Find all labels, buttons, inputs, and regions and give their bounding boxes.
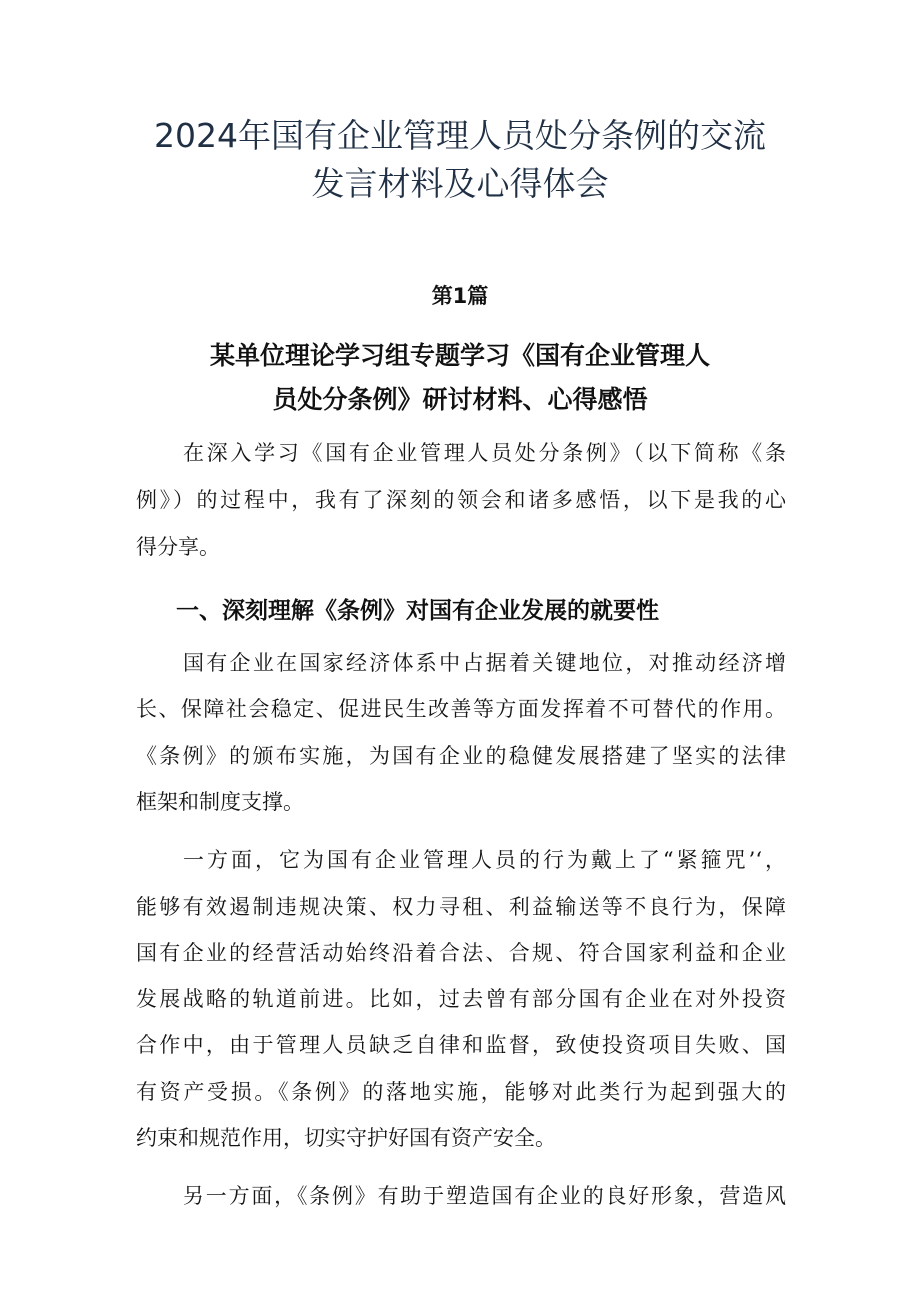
document-title-line-1: 2024年国有企业管理人员处分条例的交流 <box>154 116 766 155</box>
para2-line: 发展战略的轨道前进。比如，过去曾有部分国有企业在对外投资 <box>136 987 786 1011</box>
section-number: 第1篇 <box>431 284 489 308</box>
intro-line: 得分享。 <box>136 535 220 559</box>
para1-line: 框架和制度支撑。 <box>136 790 304 814</box>
document-title-line-2: 发言材料及心得体会 <box>311 164 609 203</box>
subtitle-line-2: 员处分条例》研讨材料、心得感悟 <box>272 385 648 414</box>
subtitle-line-1: 某单位理论学习组专题学习《国有企业管理人 <box>209 341 710 370</box>
para2-line: 约束和规范作用，切实守护好国有资产安全。 <box>136 1126 556 1150</box>
para2-line: 合作中，由于管理人员缺乏自律和监督，致使投资项目失败、国 <box>136 1033 786 1057</box>
para1-line: 国有企业在国家经济体系中占据着关键地位，对推动经济增 <box>183 651 786 675</box>
para2-line: 一方面，它为国有企业管理人员的行为戴上了“紧箍咒’‘， <box>183 848 786 872</box>
para1-line: 长、保障社会稳定、促进民生改善等方面发挥着不可替代的作用。 <box>136 697 786 721</box>
para3-line: 另一方面，《条例》有助于塑造国有企业的良好形象，营造风 <box>183 1184 786 1208</box>
para2-line: 能够有效遏制违规决策、权力寻租、利益输送等不良行为，保障 <box>136 895 786 919</box>
para2-line: 有资产受损。《条例》的落地实施，能够对此类行为起到强大的 <box>136 1080 786 1104</box>
intro-line: 在深入学习《国有企业管理人员处分条例》（以下简称《条 <box>183 441 786 465</box>
intro-line: 例》）的过程中，我有了深刻的领会和诸多感悟，以下是我的心 <box>136 488 786 512</box>
para2-line: 国有企业的经营活动始终沿着合法、合规、符合国家利益和企业 <box>136 941 786 965</box>
para1-line: 《条例》的颁布实施，为国有企业的稳健发展搭建了坚实的法律 <box>136 744 786 768</box>
section-heading-1: 一、深刻理解《条例》对国有企业发展的就要性 <box>176 598 659 624</box>
